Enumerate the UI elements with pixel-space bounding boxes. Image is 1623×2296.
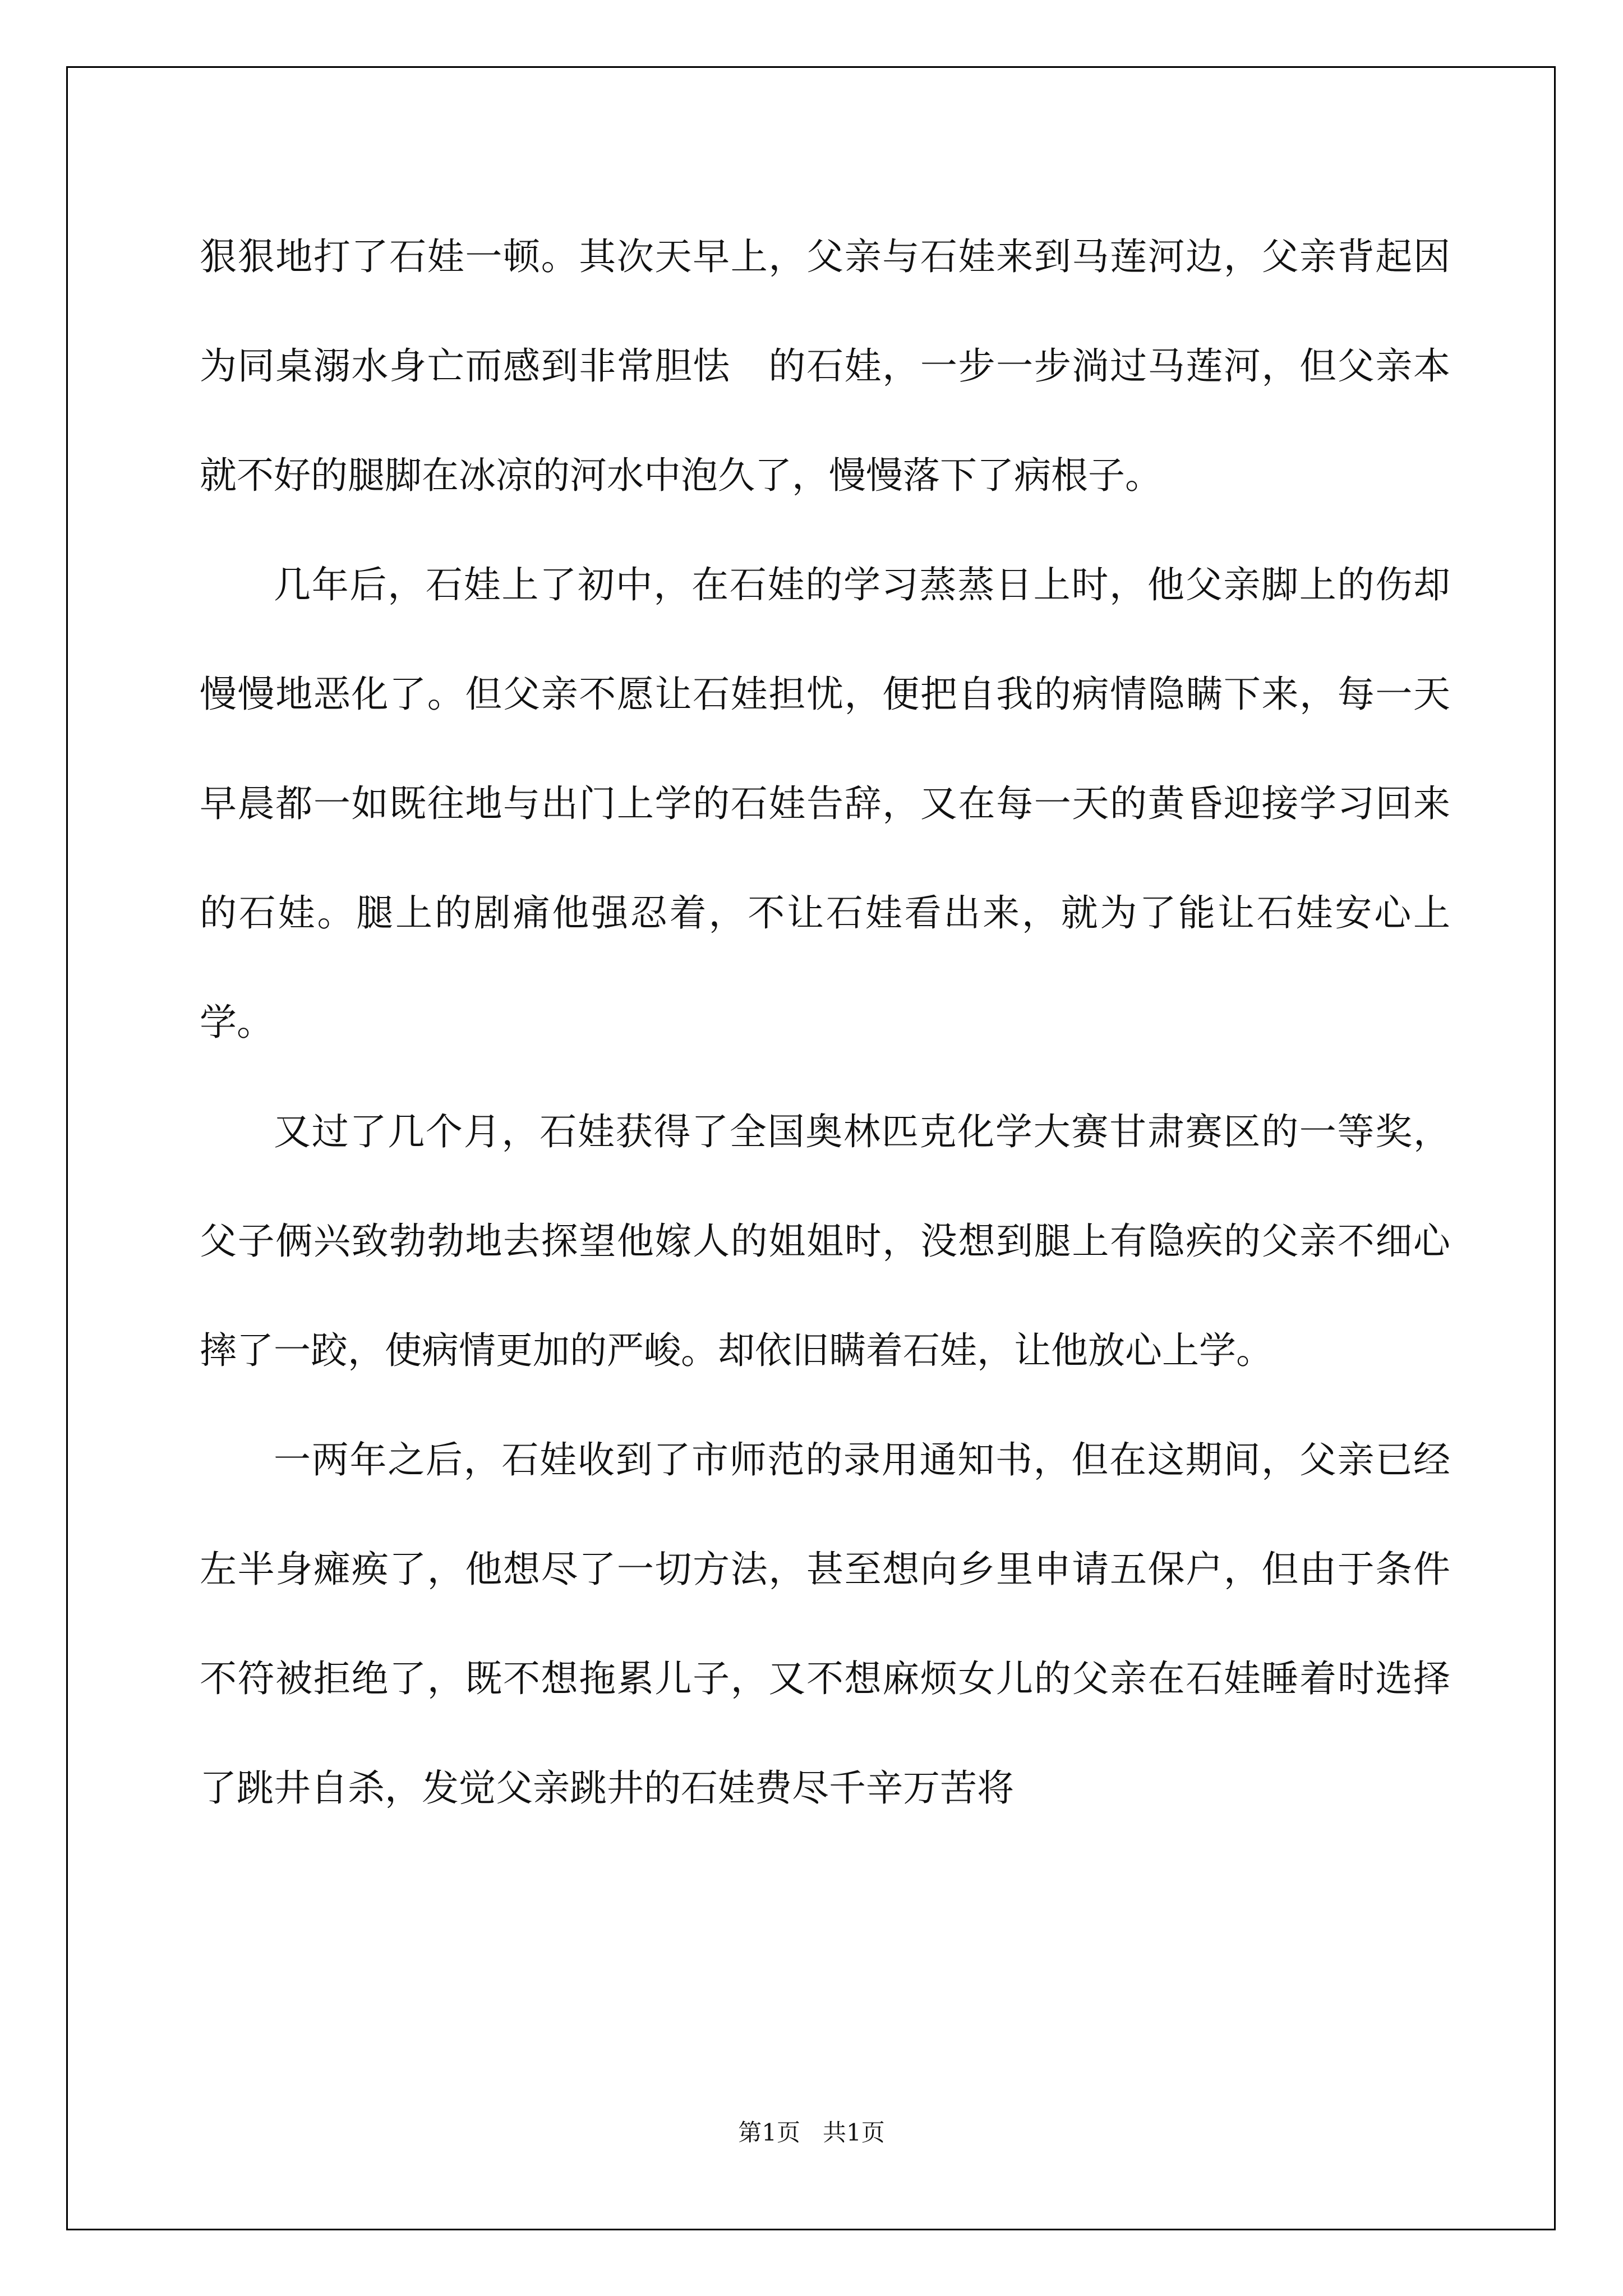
page-footer [0, 2116, 1623, 2150]
paragraph-4: 一两年之后，石娃收到了市师范的录用通知书，但在这期间，父亲已经左半身瘫痪了，他想尽了一切方法，甚至想向乡里申请五保户，但由于条件不符被拒绝了，既不想拖累儿子，又不想麻烦女儿的父亲在石娃睡着时选择了跳井自杀，发觉父亲跳井的石娃费尽千辛万苦将 [200, 1438, 1450, 1810]
paragraph-3: 又过了几个月，石娃获得了全国奥林匹克化学大赛甘肃赛区的一等奖，父子俩兴致勃勃地去探望他嫁人的姐姐时，没想到腿上有隐疾的父亲不细心摔了一跤，使病情更加的严峻。却依旧瞒着石娃，让他放心上学。 [200, 1110, 1450, 1372]
paragraph-1: 狠狠地打了石娃一顿。其次天早上，父亲与石娃来到马莲河边，父亲背起因为同桌溺水身亡而感到非常胆怯 的石娃，一步一步淌过马莲河，但父亲本就不好的腿脚在冰凉的河水中泡久了，慢慢落下了病根子。 [200, 235, 1450, 497]
page-number-text: 第1页 共1页 [738, 2119, 885, 2146]
paragraph-2: 几年后，石娃上了初中，在石娃的学习蒸蒸日上时，他父亲脚上的伤却慢慢地恶化了。但父亲不愿让石娃担忧，便把自我的病情隐瞒下来，每一天早晨都一如既往地与出门上学的石娃告辞，又在每一天的黄昏迎接学习回来的石娃。腿上的剧痛他强忍着，不让石娃看出来，就为了能让石娃安心上学。 [200, 563, 1450, 1044]
document-body [200, 202, 1450, 1843]
